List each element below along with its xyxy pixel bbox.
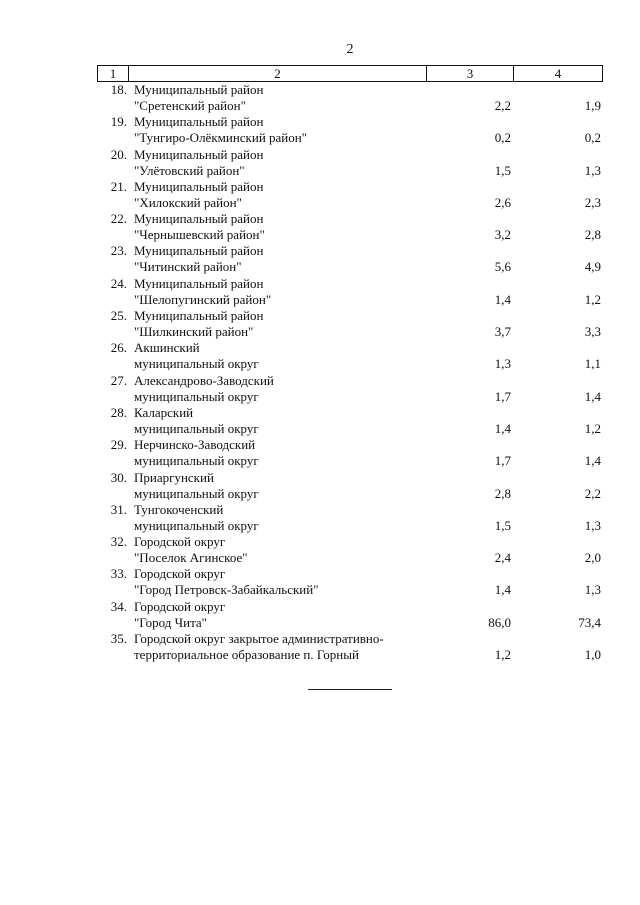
row-number: 23. [110,243,127,259]
row-value-col4: 3,3 [584,324,601,340]
table-row [97,308,603,340]
row-name-line2: территориальное образование п. Горный [134,647,359,663]
row-name-line2: "Улётовский район" [134,162,245,178]
row-value-col3: 1,3 [494,356,511,372]
table-row [97,211,603,243]
row-name [134,373,434,405]
row-name [134,211,434,243]
table-row [97,82,603,114]
row-number: 29. [110,437,127,453]
row-name-line1: Муниципальный район [134,275,264,291]
row-number: 35. [110,631,127,647]
row-value-col4: 1,0 [584,647,601,663]
table-row [97,534,603,566]
row-name-line2: "Шелопугинский район" [134,291,272,307]
row-name [134,340,434,372]
row-value-col4: 4,9 [584,259,601,275]
row-name-line1: Муниципальный район [134,146,264,162]
row-value-col4: 2,3 [584,194,601,210]
row-name [134,276,434,308]
row-value-col4: 2,0 [584,550,601,566]
row-name-line1: Муниципальный район [134,308,264,324]
table-row [97,631,603,663]
row-name [134,599,434,631]
table-row [97,437,603,469]
row-name-line2: "Поселок Агинское" [134,550,248,566]
row-number: 24. [110,275,127,291]
column-header-3: 3 [427,66,514,82]
row-number: 34. [110,598,127,614]
row-value-col4: 0,2 [584,130,601,146]
row-name-line2: "Город Чита" [134,614,207,630]
table-row [97,566,603,598]
row-number: 26. [110,340,127,356]
row-value-col3: 2,6 [494,194,511,210]
row-value-col3: 2,2 [494,98,511,113]
row-value-col4: 1,3 [584,582,601,598]
row-name-line2: "Хилокский район" [134,194,242,210]
row-name-line2: муниципальный округ [134,388,259,404]
row-value-col3: 1,5 [494,517,511,533]
row-name-line1: Приаргунский [134,469,214,485]
row-value-col4: 1,4 [584,453,601,469]
row-value-col3: 5,6 [494,259,511,275]
table-row [97,470,603,502]
row-name [134,534,434,566]
row-name [134,437,434,469]
row-name-line2: "Сретенский район" [134,98,246,113]
row-value-col4: 1,2 [584,291,601,307]
row-value-col3: 1,4 [494,582,511,598]
column-header-1: 1 [98,66,129,82]
column-header-table [97,65,603,82]
page-number: 2 [346,42,354,57]
column-header-4: 4 [514,66,603,82]
table-row [97,599,603,631]
row-name [134,82,434,114]
row-value-col4: 73,4 [578,614,601,630]
row-name-line1: Муниципальный район [134,211,264,227]
row-name-line2: "Город Петровск-Забайкальский" [134,582,319,598]
row-number: 32. [110,534,127,550]
row-name [134,631,434,663]
row-name-line1: Муниципальный район [134,114,264,130]
row-number: 31. [110,501,127,517]
row-name-line1: Муниципальный район [134,178,264,194]
row-name-line1: Каларский [134,404,194,420]
row-name [134,502,434,534]
row-value-col4: 2,2 [584,485,601,501]
table-body [97,82,603,663]
row-name-line1: Городской округ [134,566,226,582]
table-row [97,114,603,146]
row-name [134,566,434,598]
row-number: 20. [110,146,127,162]
row-name [134,405,434,437]
row-value-col3: 1,4 [494,291,511,307]
row-name-line1: Муниципальный район [134,82,264,97]
row-name-line2: муниципальный округ [134,420,259,436]
table-row [97,502,603,534]
row-name-line1: Городской округ закрытое административно- [134,631,384,647]
row-value-col3: 1,5 [494,162,511,178]
row-name-line2: "Чернышевский район" [134,227,265,243]
row-name-line2: муниципальный округ [134,517,259,533]
row-value-col3: 3,7 [494,324,511,340]
row-name-line1: Нерчинско-Заводский [134,437,256,453]
row-name-line1: Александрово-Заводский [134,372,274,388]
row-value-col4: 1,3 [584,162,601,178]
row-number: 25. [110,308,127,324]
row-name [134,114,434,146]
row-name-line2: "Тунгиро-Олёкминский район" [134,130,308,146]
row-name-line2: муниципальный округ [134,356,259,372]
row-name-line2: муниципальный округ [134,453,259,469]
row-number: 28. [110,404,127,420]
row-value-col3: 1,2 [494,647,511,663]
row-value-col4: 2,8 [584,227,601,243]
table-row [97,179,603,211]
row-name [134,308,434,340]
row-number: 33. [110,566,127,582]
row-name-line1: Тунгокоченский [134,501,224,517]
row-name-line2: "Шилкинский район" [134,324,254,340]
row-name-line1: Городской округ [134,598,226,614]
table-row [97,340,603,372]
row-value-col3: 1,4 [494,420,511,436]
row-value-col4: 1,3 [584,517,601,533]
row-number: 21. [110,178,127,194]
row-value-col4: 1,2 [584,420,601,436]
row-number: 30. [110,469,127,485]
row-value-col4: 1,4 [584,388,601,404]
row-value-col3: 86,0 [488,614,511,630]
table-row [97,276,603,308]
row-value-col4: 1,1 [584,356,601,372]
row-value-col3: 0,2 [494,130,511,146]
row-name-line1: Городской округ [134,534,226,550]
row-number: 27. [110,372,127,388]
row-name-line1: Акшинский [134,340,200,356]
row-value-col3: 1,7 [494,388,511,404]
row-name [134,147,434,179]
row-name-line2: "Читинский район" [134,259,242,275]
row-name-line2: муниципальный округ [134,485,259,501]
row-number: 18. [110,82,127,97]
table-row [97,243,603,275]
row-value-col3: 3,2 [494,227,511,243]
row-value-col3: 2,8 [494,485,511,501]
row-value-col3: 1,7 [494,453,511,469]
table-row [97,405,603,437]
table-row [97,147,603,179]
row-name-line1: Муниципальный район [134,243,264,259]
row-number: 19. [110,114,127,130]
row-number: 22. [110,211,127,227]
table-row [97,373,603,405]
end-rule [308,689,392,690]
row-value-col3: 2,4 [494,550,511,566]
row-name [134,243,434,275]
column-header-2: 2 [129,66,427,82]
row-value-col4: 1,9 [584,98,601,113]
row-name [134,470,434,502]
row-name [134,179,434,211]
